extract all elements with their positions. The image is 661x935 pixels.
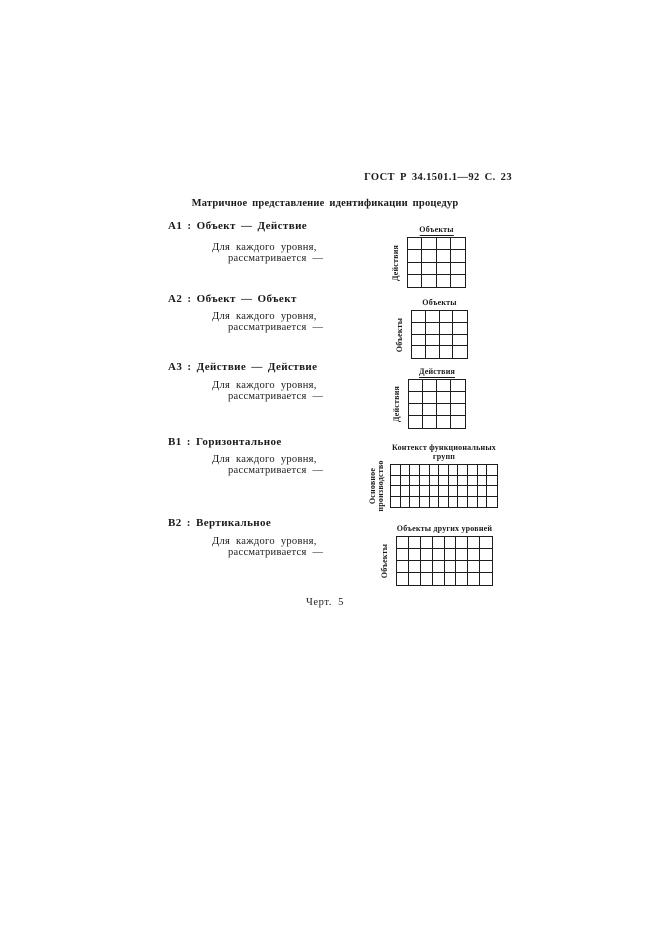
matrix-cell: [468, 561, 480, 573]
matrix-cell: [451, 263, 465, 275]
section-label: В1 : Горизонтальное: [168, 436, 282, 448]
matrix-cell: [456, 537, 468, 549]
matrix-cell: [440, 323, 454, 335]
matrix-cell: [437, 263, 451, 275]
matrix-cell: [487, 486, 497, 497]
matrix-cell: [408, 250, 422, 262]
matrix-cell: [409, 561, 421, 573]
matrix-cell: [430, 465, 440, 476]
matrix-cell: [409, 392, 423, 404]
matrix-left-label: [393, 386, 401, 422]
matrix-cell: [423, 380, 437, 392]
matrix-cell: [430, 497, 440, 508]
matrix-cell: [397, 561, 409, 573]
figure-caption: Черт. 5: [305, 597, 345, 608]
matrix-cell: [487, 476, 497, 487]
matrix-cell: [420, 486, 430, 497]
section-label: В2 : Вертикальное: [168, 517, 272, 529]
matrix-cell: [420, 497, 430, 508]
matrix-left-label-line: Действия: [392, 385, 401, 423]
matrix-cell: [409, 380, 423, 392]
section-description-line: рассматривается —: [228, 391, 324, 402]
matrix-cell: [437, 250, 451, 262]
matrix-top-label-line: Объекты: [419, 225, 454, 234]
matrix-cell: [453, 346, 467, 358]
matrix-cell: [391, 476, 401, 487]
matrix-cell: [433, 549, 445, 561]
section-description-line: Для каждого уровня,: [212, 380, 317, 391]
matrix-cell: [391, 486, 401, 497]
matrix-cell: [408, 275, 422, 287]
matrix-cell: [478, 465, 488, 476]
matrix-cell: [458, 465, 468, 476]
matrix-top-label: [422, 298, 456, 307]
matrix-cell: [397, 573, 409, 585]
matrix-cell: [437, 416, 451, 428]
matrix-cell: [487, 465, 497, 476]
matrix-top-label: [419, 367, 455, 378]
matrix-top-label-line: Объекты: [422, 298, 457, 307]
section-label: А3 : Действие — Действие: [168, 361, 318, 373]
matrix-cell: [458, 486, 468, 497]
matrix-cell: [408, 263, 422, 275]
matrix-cell: [410, 476, 420, 487]
matrix-grid: [407, 237, 466, 288]
matrix-left-label-line: Объекты: [395, 317, 404, 352]
matrix-cell: [410, 465, 420, 476]
matrix-cell: [397, 537, 409, 549]
matrix-left-label: [381, 544, 389, 578]
matrix-cell: [439, 497, 449, 508]
matrix-grid: [411, 310, 468, 359]
matrix-cell: [456, 549, 468, 561]
matrix-cell: [453, 311, 467, 323]
matrix-cell: [437, 404, 451, 416]
matrix-left-label-line: Объекты: [380, 543, 389, 579]
matrix-cell: [423, 392, 437, 404]
matrix-cell: [451, 238, 465, 250]
matrix-cell: [421, 561, 433, 573]
matrix-cell: [480, 573, 492, 585]
matrix-cell: [439, 465, 449, 476]
matrix-cell: [440, 346, 454, 358]
matrix-top-label: [392, 443, 496, 461]
matrix-top-label-line: Объекты других уровней: [396, 524, 493, 533]
matrix-cell: [453, 323, 467, 335]
matrix-cell: [480, 561, 492, 573]
matrix-cell: [426, 311, 440, 323]
section-description-line: Для каждого уровня,: [212, 311, 317, 322]
matrix-top-label: [419, 225, 453, 236]
matrix-left-label: [392, 244, 400, 280]
matrix-cell: [409, 404, 423, 416]
matrix-cell: [487, 497, 497, 508]
matrix-cell: [421, 549, 433, 561]
matrix-cell: [451, 404, 465, 416]
matrix-cell: [453, 335, 467, 347]
matrix-cell: [410, 497, 420, 508]
matrix-cell: [468, 465, 478, 476]
matrix-cell: [409, 416, 423, 428]
matrix-cell: [451, 416, 465, 428]
section-description-line: рассматривается —: [228, 253, 324, 264]
matrix-cell: [401, 465, 411, 476]
matrix-cell: [445, 537, 457, 549]
section-label: А1 : Объект — Действие: [168, 220, 308, 232]
matrix-cell: [451, 275, 465, 287]
matrix-cell: [478, 497, 488, 508]
matrix-cell: [408, 238, 422, 250]
matrix-cell: [449, 465, 459, 476]
matrix-cell: [426, 335, 440, 347]
matrix-cell: [468, 549, 480, 561]
matrix-cell: [451, 392, 465, 404]
matrix-cell: [480, 549, 492, 561]
matrix-cell: [468, 486, 478, 497]
matrix-cell: [458, 497, 468, 508]
matrix-cell: [478, 486, 488, 497]
matrix-top-label-line: Контекст функциональных: [391, 443, 497, 452]
matrix-cell: [410, 486, 420, 497]
matrix-cell: [468, 497, 478, 508]
matrix-cell: [456, 573, 468, 585]
matrix-left-label-line: Основное: [368, 467, 377, 505]
matrix-cell: [422, 263, 436, 275]
matrix-left-label-line: производство: [376, 460, 385, 512]
matrix-cell: [401, 497, 411, 508]
matrix-cell: [391, 497, 401, 508]
matrix-left-label-line: Действия: [391, 244, 400, 281]
matrix-cell: [437, 238, 451, 250]
section-description-line: Для каждого уровня,: [212, 242, 317, 253]
section-description-line: рассматривается —: [228, 322, 324, 333]
matrix-cell: [445, 549, 457, 561]
matrix-cell: [468, 537, 480, 549]
matrix-cell: [437, 380, 451, 392]
page-title: Матричное представление идентификации процедур: [191, 198, 459, 209]
matrix-cell: [422, 250, 436, 262]
matrix-cell: [449, 486, 459, 497]
matrix-cell: [420, 476, 430, 487]
matrix-cell: [458, 476, 468, 487]
matrix-cell: [439, 486, 449, 497]
matrix-cell: [433, 561, 445, 573]
matrix-top-label-line: групп: [432, 452, 456, 461]
matrix-left-label: [369, 460, 385, 511]
matrix-cell: [456, 561, 468, 573]
matrix-cell: [440, 335, 454, 347]
matrix-cell: [391, 465, 401, 476]
matrix-cell: [422, 275, 436, 287]
matrix-cell: [401, 476, 411, 487]
matrix-cell: [412, 346, 426, 358]
section-description-line: рассматривается —: [228, 465, 324, 476]
section-label: А2 : Объект — Объект: [168, 293, 297, 305]
matrix-cell: [468, 476, 478, 487]
matrix-cell: [433, 573, 445, 585]
matrix-cell: [445, 573, 457, 585]
matrix-cell: [409, 573, 421, 585]
matrix-cell: [401, 486, 411, 497]
matrix-cell: [412, 335, 426, 347]
section-description-line: рассматривается —: [228, 547, 324, 558]
matrix-cell: [426, 323, 440, 335]
matrix-cell: [397, 549, 409, 561]
matrix-grid: [396, 536, 493, 586]
matrix-cell: [426, 346, 440, 358]
matrix-cell: [421, 537, 433, 549]
matrix-cell: [445, 561, 457, 573]
matrix-top-label: [397, 524, 492, 533]
matrix-cell: [430, 476, 440, 487]
matrix-cell: [422, 238, 436, 250]
matrix-cell: [423, 416, 437, 428]
matrix-cell: [449, 497, 459, 508]
matrix-top-label-line: Действия: [418, 367, 456, 376]
matrix-cell: [420, 465, 430, 476]
matrix-cell: [423, 404, 437, 416]
matrix-cell: [440, 311, 454, 323]
matrix-grid: [390, 464, 498, 508]
matrix-cell: [480, 537, 492, 549]
section-description-line: Для каждого уровня,: [212, 454, 317, 465]
matrix-cell: [433, 537, 445, 549]
matrix-cell: [430, 486, 440, 497]
matrix-cell: [468, 573, 480, 585]
matrix-cell: [409, 537, 421, 549]
matrix-cell: [437, 392, 451, 404]
matrix-cell: [412, 311, 426, 323]
matrix-cell: [412, 323, 426, 335]
matrix-cell: [439, 476, 449, 487]
matrix-cell: [449, 476, 459, 487]
matrix-cell: [451, 380, 465, 392]
matrix-left-label: [396, 317, 404, 351]
document-reference: ГОСТ Р 34.1501.1—92 С. 23: [364, 172, 512, 183]
matrix-cell: [409, 549, 421, 561]
matrix-cell: [478, 476, 488, 487]
matrix-cell: [421, 573, 433, 585]
section-description-line: Для каждого уровня,: [212, 536, 317, 547]
matrix-cell: [451, 250, 465, 262]
matrix-grid: [408, 379, 466, 429]
matrix-cell: [437, 275, 451, 287]
